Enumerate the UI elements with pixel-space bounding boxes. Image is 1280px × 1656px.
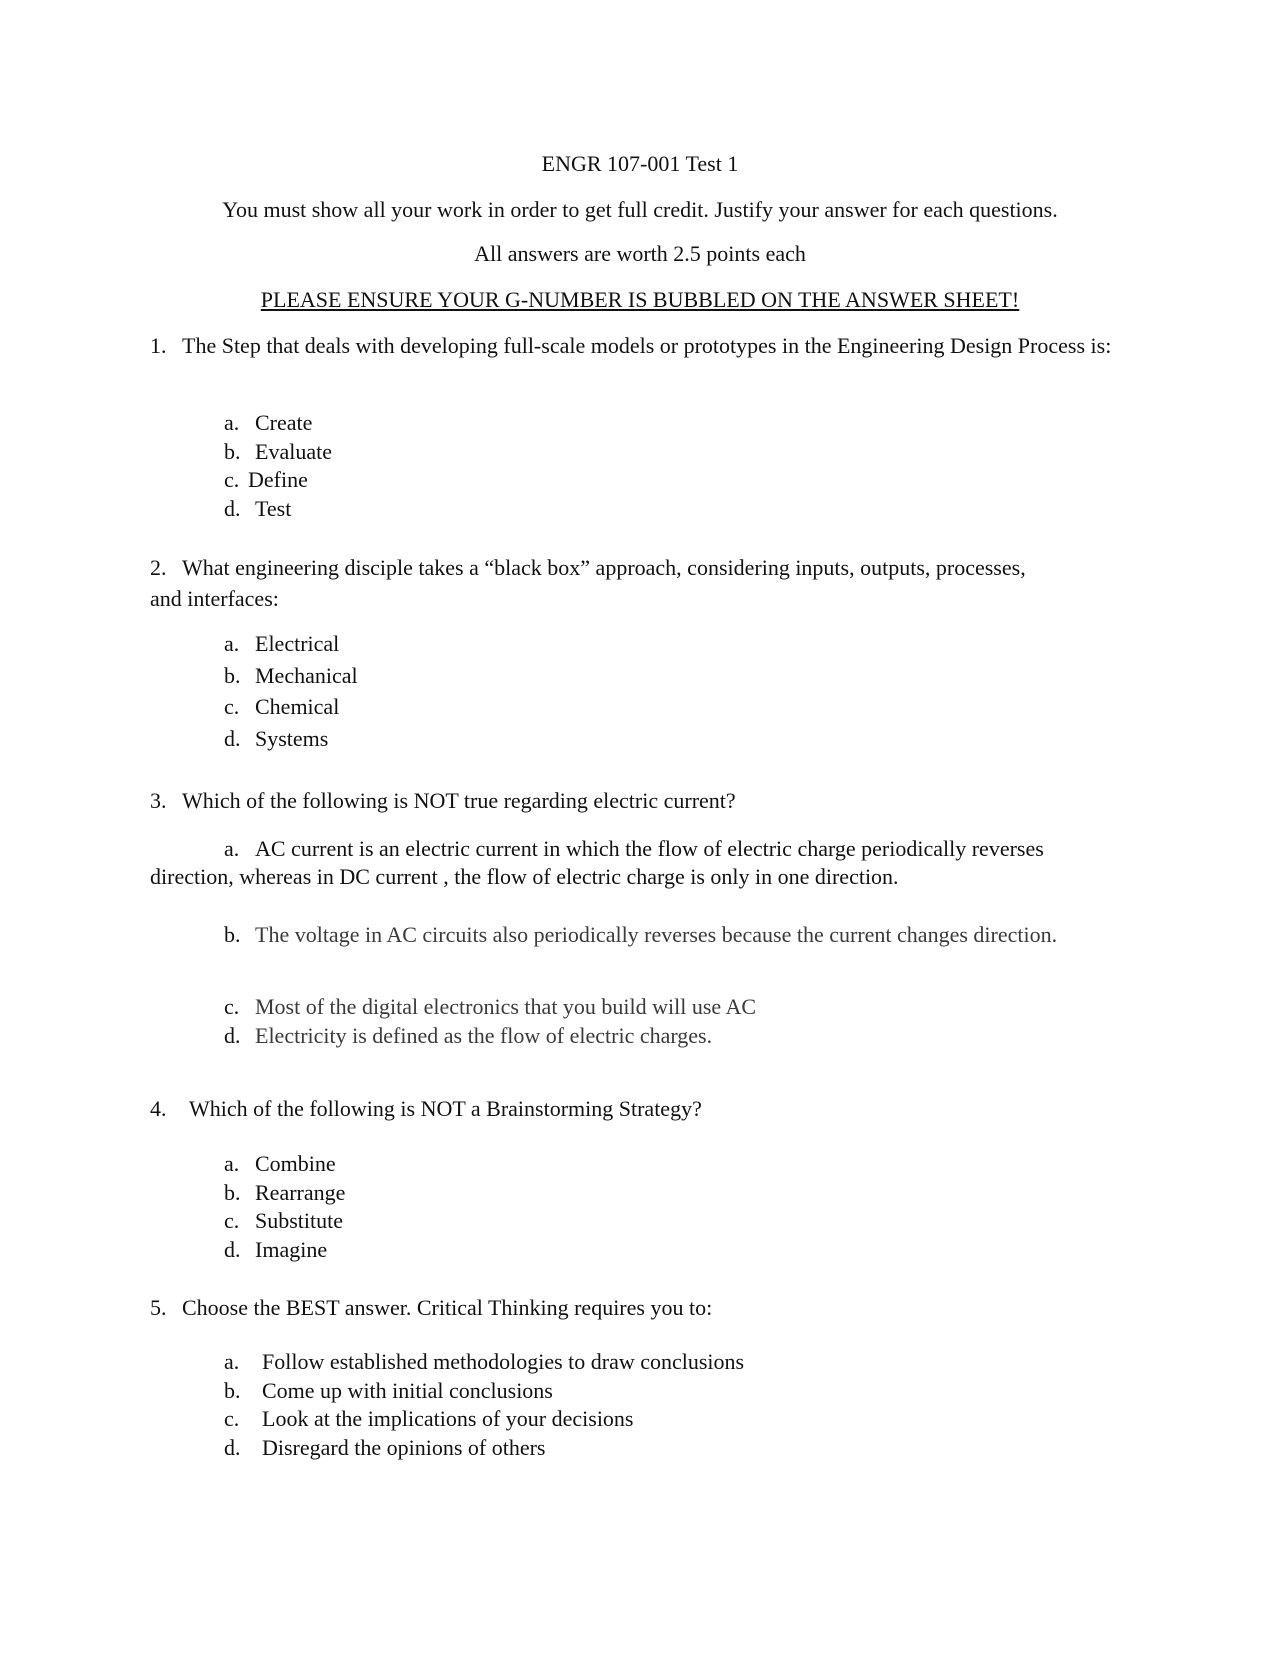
answer-option [224, 1207, 345, 1236]
option-text: Define [248, 467, 308, 492]
option-text: Most of the digital electronics that you build will use AC [255, 994, 757, 1019]
option-text: Imagine [255, 1236, 328, 1262]
option-text: Combine [255, 1151, 336, 1176]
page-title: ENGR 107-001 Test 1 [541, 151, 739, 176]
option-text: Come up with initial conclusions [262, 1377, 553, 1403]
answer-option [224, 1179, 345, 1208]
option-letter: a. [224, 631, 240, 656]
option-letter: b. [224, 1179, 241, 1205]
question-text: Which of the following is NOT true regarding electric current? [182, 788, 736, 813]
question-1 [150, 330, 1140, 361]
question-number: 3. [150, 788, 167, 813]
option-letter: d. [224, 1022, 241, 1048]
option-text: Electrical [255, 631, 340, 656]
option-letter: d. [224, 725, 241, 751]
option-letter: b. [224, 438, 241, 464]
question-4 [150, 1093, 1140, 1124]
option-letter: b. [224, 662, 241, 688]
option-text: Create [255, 410, 313, 435]
option-text: The voltage in AC circuits also periodically reverses because the current changes direction. [255, 922, 1058, 947]
option-text: Follow established methodologies to draw conclusions [262, 1349, 745, 1374]
points-note: All answers are worth 2.5 points each [474, 241, 806, 266]
option-text: AC current is an electric current in which the flow of electric charge periodically reverses direction, whereas in DC current , the flow of electric charge is only in one direction. [150, 836, 1044, 889]
option-letter: b. [224, 1377, 241, 1403]
answer-option [224, 1377, 744, 1406]
answer-option [224, 1150, 345, 1179]
answer-option [224, 495, 332, 524]
answer-option [224, 466, 332, 495]
option-letter: c. [224, 1208, 240, 1233]
question-1-options [224, 409, 332, 523]
option-text: Test [255, 495, 292, 521]
answer-option [224, 691, 358, 723]
answer-option [150, 835, 1080, 891]
option-text: Mechanical [255, 662, 358, 688]
option-letter: b. [224, 922, 241, 947]
question-number: 4. [150, 1096, 167, 1121]
warning-text [0, 286, 1280, 314]
instructions-text: You must show all your work in order to get full credit. Justify your answer for each questions. [222, 197, 1058, 222]
question-5 [150, 1292, 1140, 1323]
option-letter: c. [224, 994, 240, 1019]
option-letter: a. [224, 1151, 240, 1176]
question-number: 1. [150, 333, 167, 358]
question-2-options [224, 628, 358, 754]
option-letter: c. [224, 694, 240, 719]
answer-option [224, 1434, 744, 1463]
option-letter: a. [224, 836, 240, 861]
option-text: Substitute [255, 1208, 344, 1233]
option-letter: a. [224, 410, 240, 435]
answer-option [224, 1022, 756, 1051]
question-text: The Step that deals with developing full-scale models or prototypes in the Engineering Design Process is: [182, 333, 1112, 358]
warning-underlined: PLEASE ENSURE YOUR G-NUMBER IS BUBBLED ON THE ANSWER SHEET! [260, 287, 1020, 312]
question-3 [150, 785, 1140, 816]
option-text: Evaluate [255, 438, 332, 464]
option-letter: d. [224, 495, 241, 521]
option-letter: c. [224, 467, 240, 492]
option-letter: a. [224, 1349, 240, 1374]
question-5-options [224, 1348, 744, 1462]
option-text: Electricity is defined as the flow of electric charges. [255, 1022, 713, 1048]
question-text: Choose the BEST answer. Critical Thinking requires you to: [182, 1295, 713, 1320]
question-text: Which of the following is NOT a Brainstorming Strategy? [189, 1096, 702, 1121]
answer-option [224, 628, 358, 660]
answer-option [224, 993, 756, 1022]
answer-option [224, 409, 332, 438]
answer-option [224, 1236, 345, 1265]
question-2 [150, 552, 1050, 614]
answer-option [224, 438, 332, 467]
option-text: Look at the implications of your decisions [262, 1406, 634, 1431]
answer-option [224, 660, 358, 692]
option-letter: d. [224, 1434, 241, 1460]
option-text: Systems [255, 725, 329, 751]
answer-option [150, 921, 1080, 949]
option-text: Chemical [255, 694, 340, 719]
option-text: Disregard the opinions of others [262, 1434, 546, 1460]
answer-option [224, 723, 358, 755]
option-letter: d. [224, 1236, 241, 1262]
question-number: 5. [150, 1295, 167, 1320]
answer-option [224, 1348, 744, 1377]
option-text: Rearrange [255, 1179, 346, 1205]
question-number: 2. [150, 555, 167, 580]
question-3-options [224, 993, 756, 1050]
answer-option [224, 1405, 744, 1434]
question-4-options [224, 1150, 345, 1264]
option-letter: c. [224, 1406, 240, 1431]
question-text: What engineering disciple takes a “black box” approach, considering inputs, outputs, processes, and interfaces: [150, 555, 1026, 611]
